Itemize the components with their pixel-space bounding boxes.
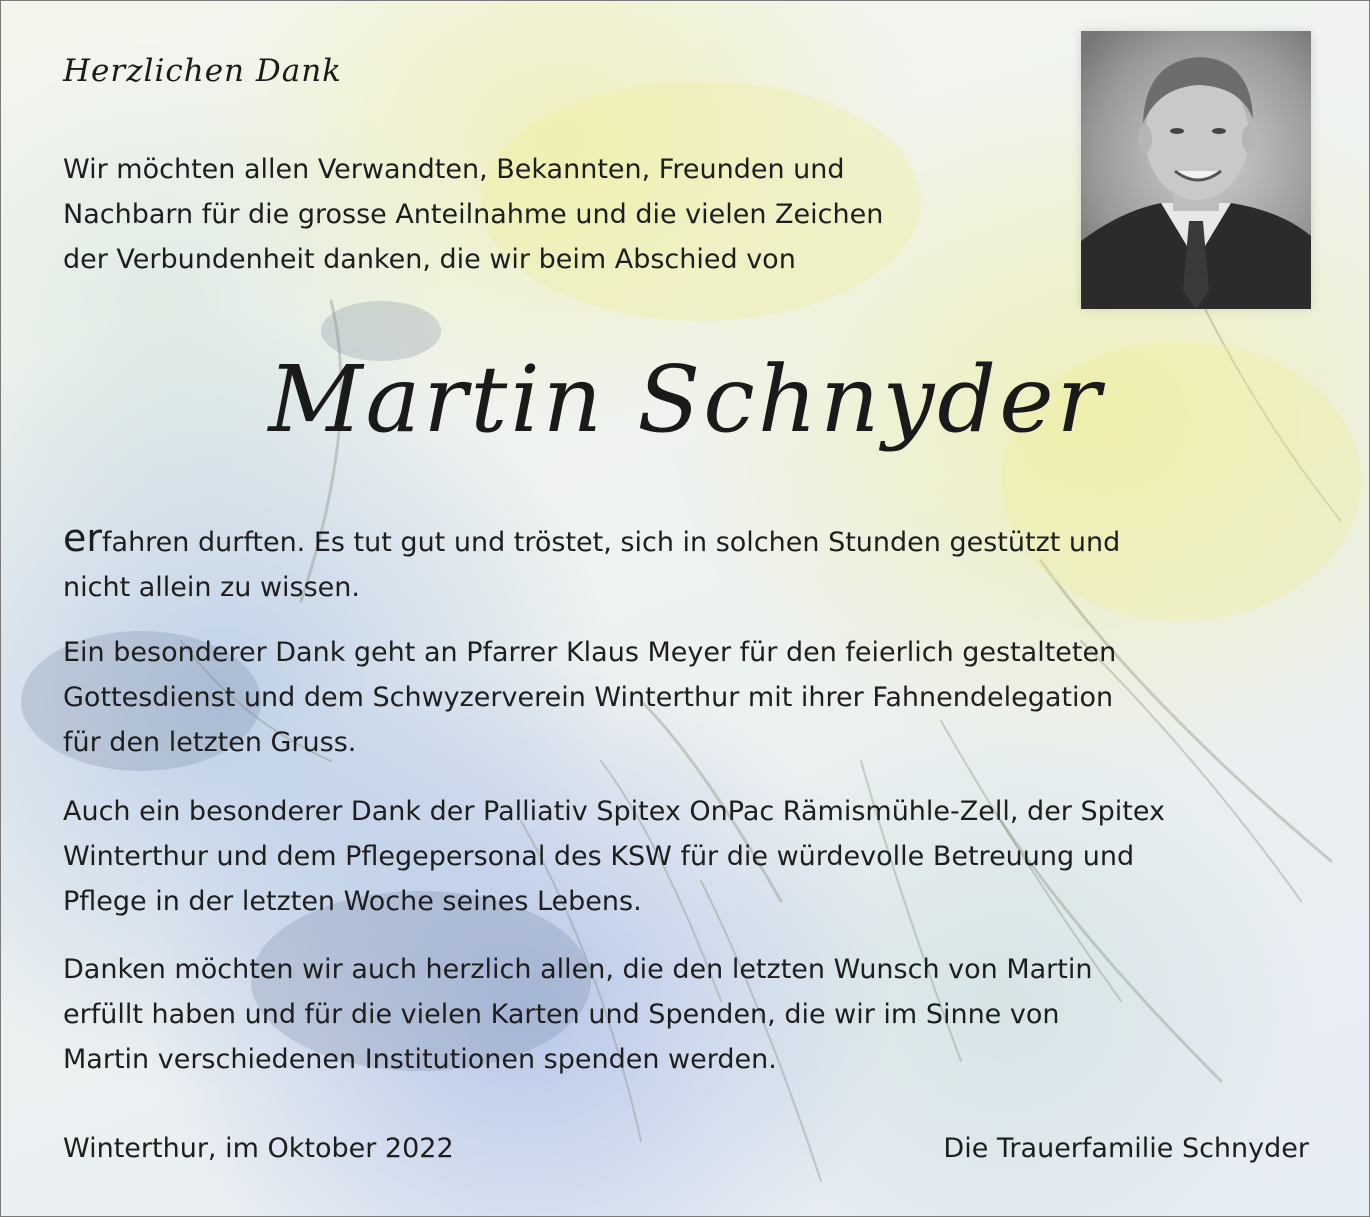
paragraph-care-thanks	[63, 789, 1165, 924]
paragraph-pastor-thanks	[63, 630, 1116, 765]
paragraph-line: für den letzten Gruss.	[63, 727, 357, 758]
paragraph-experience	[63, 516, 1120, 610]
lead-line-rest: fahren durften. Es tut gut und tröstet, sich in solchen Stunden gestützt und	[102, 527, 1121, 558]
paragraph-donations-thanks	[63, 947, 1092, 1082]
paragraph-line: erfüllt haben und für die vielen Karten und Spenden, die wir im Sinne von	[63, 999, 1060, 1030]
paragraph-line	[63, 516, 1120, 565]
heading: Herzlichen Dank	[63, 53, 342, 89]
paragraph-line: Auch ein besonderer Dank der Palliativ Spitex OnPac Rämismühle-Zell, der Spitex	[63, 796, 1165, 827]
portrait-photo	[1081, 31, 1311, 309]
lead-word: er	[63, 516, 103, 560]
intro-line: der Verbundenheit danken, die wir beim Abschied von	[63, 244, 796, 275]
intro-paragraph	[63, 147, 883, 282]
paragraph-line: Martin verschiedenen Institutionen spenden werden.	[63, 1044, 777, 1075]
place-date: Winterthur, im Oktober 2022	[63, 1133, 454, 1164]
paragraph-line: Gottesdienst und dem Schwyzerverein Winterthur mit ihrer Fahnendelegation	[63, 682, 1114, 713]
paragraph-line: Pflege in der letzten Woche seines Lebens.	[63, 886, 642, 917]
family-signature: Die Trauerfamilie Schnyder	[943, 1133, 1309, 1164]
intro-line: Nachbarn für die grosse Anteilnahme und die vielen Zeichen	[63, 199, 884, 230]
paragraph-line: Winterthur und dem Pflegepersonal des KSW für die würdevolle Betreuung und	[63, 841, 1135, 872]
paragraph-line: Ein besonderer Dank geht an Pfarrer Klaus Meyer für den feierlich gestalteten	[63, 637, 1117, 668]
intro-line: Wir möchten allen Verwandten, Bekannten, Freunden und	[63, 154, 845, 185]
paragraph-line: Danken möchten wir auch herzlich allen, die den letzten Wunsch von Martin	[63, 954, 1093, 985]
paragraph-line: nicht allein zu wissen.	[63, 572, 360, 603]
deceased-name: Martin Schnyder	[268, 346, 1104, 453]
